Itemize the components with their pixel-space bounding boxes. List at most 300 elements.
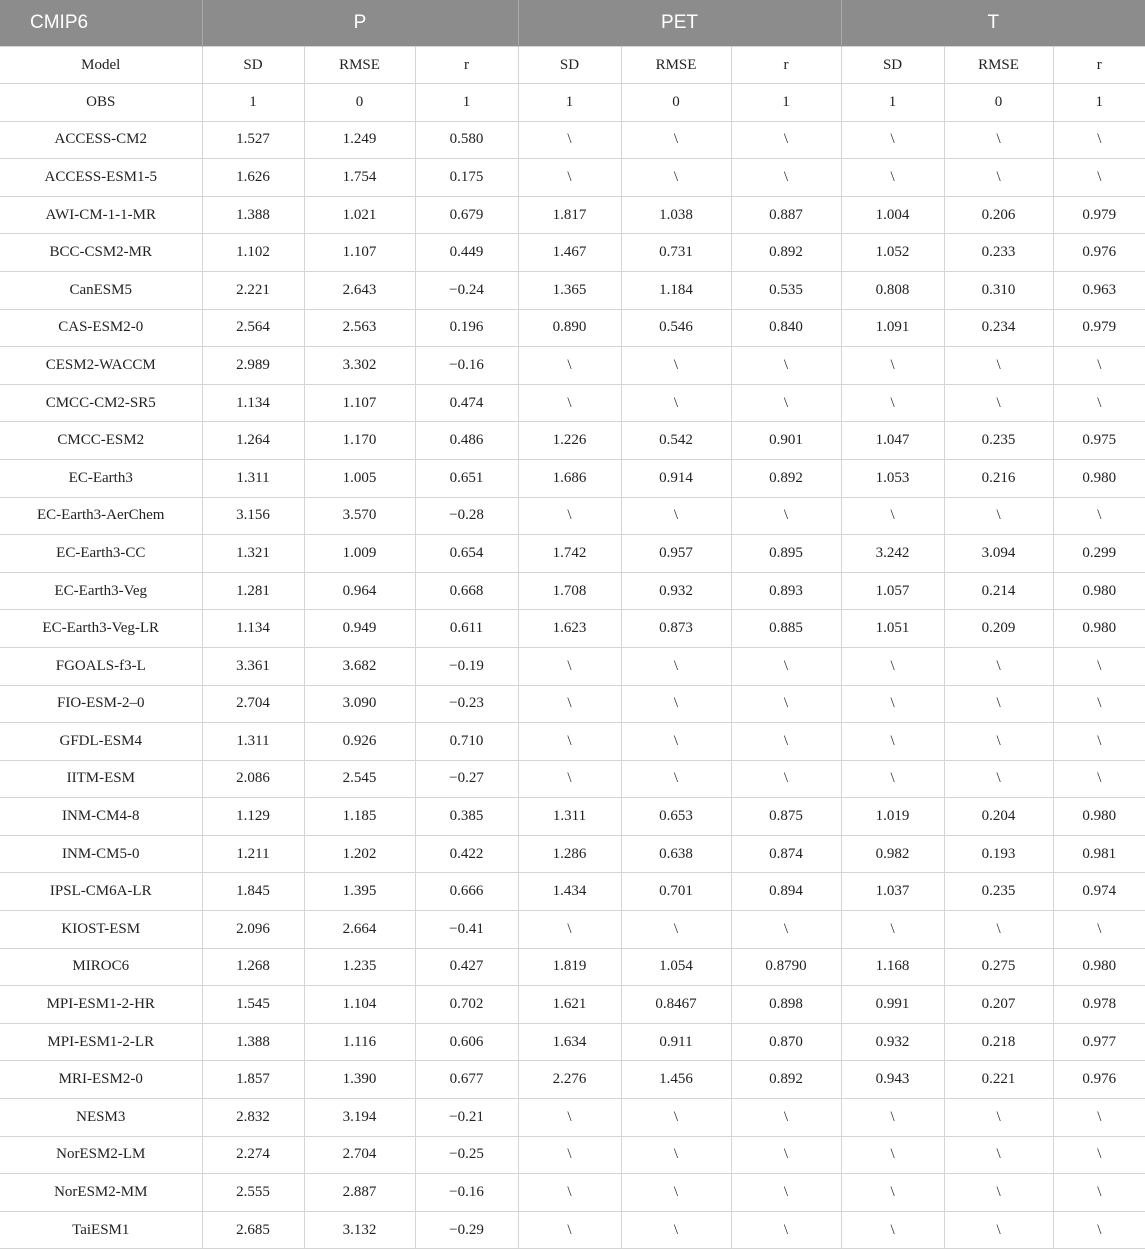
cell-t-sd: \: [841, 1136, 944, 1174]
column-header-t-rmse: RMSE: [944, 47, 1053, 84]
cell-t-r: 0.976: [1053, 234, 1145, 272]
cell-t-r: 0.980: [1053, 948, 1145, 986]
cell-p-r: −0.19: [415, 647, 518, 685]
cell-p-r: 0.666: [415, 873, 518, 911]
cell-pet-r: \: [731, 1099, 841, 1137]
cell-pet-r: 0.8790: [731, 948, 841, 986]
table-row: [0, 459, 1145, 497]
table-row: [0, 986, 1145, 1024]
cell-t-r: \: [1053, 1174, 1145, 1212]
cell-model-name: IITM-ESM: [0, 760, 202, 798]
cell-t-rmse: 0.209: [944, 610, 1053, 648]
table-row: [0, 1023, 1145, 1061]
cell-pet-rmse: \: [621, 347, 731, 385]
cell-t-rmse: \: [944, 1099, 1053, 1137]
cell-t-rmse: \: [944, 911, 1053, 949]
column-header-p-r: r: [415, 47, 518, 84]
cell-pet-rmse: 0.638: [621, 835, 731, 873]
cell-p-r: 0.606: [415, 1023, 518, 1061]
cell-t-rmse: 0.206: [944, 196, 1053, 234]
cell-pet-sd: \: [518, 384, 621, 422]
cell-t-rmse: \: [944, 347, 1053, 385]
cell-pet-r: 0.887: [731, 196, 841, 234]
cell-p-rmse: 3.194: [304, 1099, 415, 1137]
cell-pet-r: 0.535: [731, 271, 841, 309]
cell-t-rmse: 3.094: [944, 535, 1053, 573]
cell-pet-sd: \: [518, 1211, 621, 1249]
cell-p-sd: 3.361: [202, 647, 304, 685]
column-header-t-r: r: [1053, 47, 1145, 84]
cell-t-sd: 1.037: [841, 873, 944, 911]
cell-pet-rmse: \: [621, 1099, 731, 1137]
cell-model-name: AWI-CM-1-1-MR: [0, 196, 202, 234]
cell-pet-rmse: 0.701: [621, 873, 731, 911]
cell-pet-r: \: [731, 1211, 841, 1249]
cell-pet-r: 0.885: [731, 610, 841, 648]
cell-t-sd: 0.982: [841, 835, 944, 873]
cell-t-sd: \: [841, 1099, 944, 1137]
cell-pet-sd: \: [518, 647, 621, 685]
cell-pet-sd: \: [518, 911, 621, 949]
cell-pet-rmse: \: [621, 497, 731, 535]
cell-t-r: 0.981: [1053, 835, 1145, 873]
cell-pet-rmse: 0.932: [621, 572, 731, 610]
cell-p-r: −0.25: [415, 1136, 518, 1174]
cell-t-r: \: [1053, 121, 1145, 159]
cell-p-sd: 2.685: [202, 1211, 304, 1249]
group-header-t: T: [841, 0, 1145, 47]
cell-model-name: TaiESM1: [0, 1211, 202, 1249]
cell-pet-sd: 1.623: [518, 610, 621, 648]
cell-pet-r: 0.875: [731, 798, 841, 836]
cell-t-rmse: 0.204: [944, 798, 1053, 836]
cell-t-r: \: [1053, 347, 1145, 385]
cell-p-rmse: 3.090: [304, 685, 415, 723]
cell-pet-rmse: 1.054: [621, 948, 731, 986]
cell-t-sd: 1.047: [841, 422, 944, 460]
cell-t-r: \: [1053, 384, 1145, 422]
cell-pet-sd: 1.708: [518, 572, 621, 610]
cell-p-r: 0.196: [415, 309, 518, 347]
cell-p-sd: 2.086: [202, 760, 304, 798]
cell-p-sd: 1.129: [202, 798, 304, 836]
cell-pet-r: 0.894: [731, 873, 841, 911]
cell-t-rmse: 0.233: [944, 234, 1053, 272]
table-row: [0, 196, 1145, 234]
cell-pet-sd: 1.434: [518, 873, 621, 911]
cell-t-sd: 1.168: [841, 948, 944, 986]
cell-p-sd: 1.134: [202, 610, 304, 648]
cell-p-sd: 2.274: [202, 1136, 304, 1174]
cell-model-name: KIOST-ESM: [0, 911, 202, 949]
cell-model-name: NESM3: [0, 1099, 202, 1137]
cell-pet-rmse: \: [621, 723, 731, 761]
cell-p-sd: 1.211: [202, 835, 304, 873]
cell-pet-sd: \: [518, 159, 621, 197]
table-row: [0, 798, 1145, 836]
table-row: [0, 497, 1145, 535]
cell-model-name: EC-Earth3: [0, 459, 202, 497]
cell-pet-rmse: \: [621, 1174, 731, 1212]
cell-model-name: INM-CM5-0: [0, 835, 202, 873]
cell-t-rmse: 0.234: [944, 309, 1053, 347]
cell-t-r: \: [1053, 760, 1145, 798]
cell-t-sd: \: [841, 647, 944, 685]
cell-model-name: ACCESS-CM2: [0, 121, 202, 159]
table-row: [0, 1099, 1145, 1137]
cell-t-r: 0.976: [1053, 1061, 1145, 1099]
cell-t-rmse: \: [944, 159, 1053, 197]
table-row: [0, 685, 1145, 723]
cell-t-sd: \: [841, 1174, 944, 1212]
cell-t-rmse: 0.235: [944, 873, 1053, 911]
cell-p-rmse: 2.643: [304, 271, 415, 309]
cell-pet-sd: \: [518, 1099, 621, 1137]
cell-t-sd: 1.004: [841, 196, 944, 234]
cell-t-sd: 1.091: [841, 309, 944, 347]
cell-t-r: 0.975: [1053, 422, 1145, 460]
cell-p-sd: 1.311: [202, 723, 304, 761]
cell-p-rmse: 1.754: [304, 159, 415, 197]
cell-pet-sd: 1.817: [518, 196, 621, 234]
cell-t-r: \: [1053, 1136, 1145, 1174]
cell-model-name: BCC-CSM2-MR: [0, 234, 202, 272]
cell-pet-rmse: 0.546: [621, 309, 731, 347]
cell-t-r: 0.979: [1053, 196, 1145, 234]
cell-pet-r: \: [731, 647, 841, 685]
cell-t-r: 0.978: [1053, 986, 1145, 1024]
cell-pet-sd: 0.890: [518, 309, 621, 347]
cell-model-name: ACCESS-ESM1-5: [0, 159, 202, 197]
cell-t-rmse: 0.310: [944, 271, 1053, 309]
table-row: [0, 422, 1145, 460]
cell-t-sd: 1.053: [841, 459, 944, 497]
table-row: [0, 535, 1145, 573]
cell-p-sd: 1.134: [202, 384, 304, 422]
cell-pet-r: 0.840: [731, 309, 841, 347]
cell-pet-r: 0.870: [731, 1023, 841, 1061]
cell-t-sd: 0.991: [841, 986, 944, 1024]
cell-t-r: 0.963: [1053, 271, 1145, 309]
table-row: [0, 760, 1145, 798]
cell-t-r: 0.299: [1053, 535, 1145, 573]
cell-pet-r: 0.893: [731, 572, 841, 610]
cell-t-sd: \: [841, 347, 944, 385]
cell-t-r: 0.980: [1053, 572, 1145, 610]
cell-pet-r: \: [731, 1136, 841, 1174]
cell-pet-sd: 1.742: [518, 535, 621, 573]
cell-model-name: EC-Earth3-AerChem: [0, 497, 202, 535]
cell-model-name: CMCC-ESM2: [0, 422, 202, 460]
cell-p-r: −0.28: [415, 497, 518, 535]
group-header-p: P: [202, 0, 518, 47]
cell-t-rmse: \: [944, 121, 1053, 159]
table-row: [0, 234, 1145, 272]
cell-p-r: −0.16: [415, 1174, 518, 1212]
cell-pet-rmse: 1.184: [621, 271, 731, 309]
column-header-model: Model: [0, 47, 202, 84]
cell-p-r: 0.679: [415, 196, 518, 234]
cell-p-r: 0.486: [415, 422, 518, 460]
cell-t-rmse: \: [944, 1136, 1053, 1174]
cell-t-sd: 1.051: [841, 610, 944, 648]
cell-p-r: 0.677: [415, 1061, 518, 1099]
cell-t-r: 0.980: [1053, 798, 1145, 836]
cell-p-sd: 1.388: [202, 196, 304, 234]
cell-t-r: \: [1053, 497, 1145, 535]
cell-p-r: 0.385: [415, 798, 518, 836]
cell-t-sd: \: [841, 159, 944, 197]
cell-pet-r: 0.892: [731, 234, 841, 272]
group-header-cmip6: CMIP6: [0, 0, 202, 47]
column-header-pet-sd: SD: [518, 47, 621, 84]
cell-p-sd: 1.527: [202, 121, 304, 159]
cell-pet-r: 0.892: [731, 1061, 841, 1099]
cell-pet-r: \: [731, 723, 841, 761]
cell-p-r: 0.611: [415, 610, 518, 648]
cell-p-r: −0.21: [415, 1099, 518, 1137]
cell-pet-rmse: \: [621, 760, 731, 798]
column-header-p-rmse: RMSE: [304, 47, 415, 84]
table-row: [0, 1061, 1145, 1099]
cell-t-sd: 1.057: [841, 572, 944, 610]
cell-pet-r: \: [731, 1174, 841, 1212]
cell-pet-rmse: 0.542: [621, 422, 731, 460]
column-header-pet-rmse: RMSE: [621, 47, 731, 84]
cell-t-sd: 0.932: [841, 1023, 944, 1061]
cell-pet-sd: \: [518, 497, 621, 535]
cell-p-sd: 1.281: [202, 572, 304, 610]
cell-model-name: MPI-ESM1-2-HR: [0, 986, 202, 1024]
table-row: [0, 723, 1145, 761]
cell-pet-r: \: [731, 497, 841, 535]
cell-model-name: FGOALS-f3-L: [0, 647, 202, 685]
cell-model-name: CanESM5: [0, 271, 202, 309]
cell-p-sd: 1.388: [202, 1023, 304, 1061]
cell-p-rmse: 3.302: [304, 347, 415, 385]
cell-pet-r: \: [731, 384, 841, 422]
cell-p-rmse: 3.682: [304, 647, 415, 685]
cell-pet-r: \: [731, 121, 841, 159]
cell-model-name: IPSL-CM6A-LR: [0, 873, 202, 911]
cell-model-name: MIROC6: [0, 948, 202, 986]
cell-t-sd: \: [841, 911, 944, 949]
cell-t-r: \: [1053, 159, 1145, 197]
cell-t-rmse: 0.218: [944, 1023, 1053, 1061]
table-row: [0, 384, 1145, 422]
cell-p-r: −0.16: [415, 347, 518, 385]
cell-t-r: 0.974: [1053, 873, 1145, 911]
cell-t-sd: 1: [841, 84, 944, 122]
cell-t-rmse: \: [944, 1174, 1053, 1212]
cell-model-name: CAS-ESM2-0: [0, 309, 202, 347]
cell-t-sd: 0.808: [841, 271, 944, 309]
cell-p-rmse: 1.202: [304, 835, 415, 873]
cell-p-sd: 1.321: [202, 535, 304, 573]
cell-t-r: \: [1053, 647, 1145, 685]
cell-p-r: −0.41: [415, 911, 518, 949]
cell-p-rmse: 2.887: [304, 1174, 415, 1212]
column-header-p-sd: SD: [202, 47, 304, 84]
table-row: [0, 121, 1145, 159]
cell-pet-rmse: 0: [621, 84, 731, 122]
cell-t-rmse: \: [944, 723, 1053, 761]
cell-p-sd: 1.626: [202, 159, 304, 197]
cell-pet-sd: 1.226: [518, 422, 621, 460]
cell-model-name: EC-Earth3-CC: [0, 535, 202, 573]
cell-p-sd: 2.989: [202, 347, 304, 385]
cell-model-name: NorESM2-LM: [0, 1136, 202, 1174]
cell-model-name: FIO-ESM-2–0: [0, 685, 202, 723]
cell-pet-rmse: \: [621, 121, 731, 159]
cell-t-r: 0.980: [1053, 610, 1145, 648]
table-row: [0, 873, 1145, 911]
cell-p-r: 1: [415, 84, 518, 122]
cell-p-rmse: 2.563: [304, 309, 415, 347]
cell-pet-r: \: [731, 760, 841, 798]
cell-p-r: −0.29: [415, 1211, 518, 1249]
cell-p-rmse: 1.107: [304, 384, 415, 422]
cell-p-rmse: 2.664: [304, 911, 415, 949]
cell-pet-rmse: 0.914: [621, 459, 731, 497]
cell-p-rmse: 1.021: [304, 196, 415, 234]
cell-t-rmse: \: [944, 647, 1053, 685]
cell-p-sd: 2.564: [202, 309, 304, 347]
cell-t-r: \: [1053, 1211, 1145, 1249]
cell-pet-sd: 1.365: [518, 271, 621, 309]
cell-p-rmse: 1.249: [304, 121, 415, 159]
cell-p-rmse: 2.545: [304, 760, 415, 798]
cell-t-r: 0.979: [1053, 309, 1145, 347]
cell-t-rmse: \: [944, 685, 1053, 723]
cell-t-rmse: 0.193: [944, 835, 1053, 873]
cell-t-r: 0.980: [1053, 459, 1145, 497]
cell-t-rmse: 0.221: [944, 1061, 1053, 1099]
cell-model-name: CESM2-WACCM: [0, 347, 202, 385]
cell-t-rmse: \: [944, 497, 1053, 535]
cell-p-sd: 1.545: [202, 986, 304, 1024]
cell-p-r: 0.474: [415, 384, 518, 422]
table-row: [0, 1211, 1145, 1249]
cell-t-rmse: 0.214: [944, 572, 1053, 610]
cell-p-rmse: 1.395: [304, 873, 415, 911]
cell-pet-r: 0.892: [731, 459, 841, 497]
table-row: [0, 835, 1145, 873]
cell-pet-sd: \: [518, 1174, 621, 1212]
cell-p-rmse: 1.005: [304, 459, 415, 497]
group-header-row: [0, 0, 1145, 47]
cell-p-r: 0.175: [415, 159, 518, 197]
cell-pet-rmse: \: [621, 384, 731, 422]
cell-p-rmse: 3.132: [304, 1211, 415, 1249]
table-row: [0, 1174, 1145, 1212]
cell-p-rmse: 1.116: [304, 1023, 415, 1061]
cell-pet-r: \: [731, 911, 841, 949]
cell-pet-sd: 1.621: [518, 986, 621, 1024]
cell-t-rmse: \: [944, 384, 1053, 422]
cell-pet-r: 0.901: [731, 422, 841, 460]
cell-pet-rmse: \: [621, 1211, 731, 1249]
cell-model-name: GFDL-ESM4: [0, 723, 202, 761]
cell-p-rmse: 1.170: [304, 422, 415, 460]
cell-t-sd: 1.052: [841, 234, 944, 272]
cell-p-sd: 1.311: [202, 459, 304, 497]
cell-p-sd: 1.268: [202, 948, 304, 986]
cell-p-r: 0.654: [415, 535, 518, 573]
cell-t-r: \: [1053, 911, 1145, 949]
cell-p-r: 0.651: [415, 459, 518, 497]
cell-pet-rmse: \: [621, 685, 731, 723]
column-header-t-sd: SD: [841, 47, 944, 84]
cell-p-sd: 1.102: [202, 234, 304, 272]
cell-pet-sd: \: [518, 347, 621, 385]
cell-t-sd: 0.943: [841, 1061, 944, 1099]
cell-p-sd: 1.264: [202, 422, 304, 460]
cell-p-rmse: 1.107: [304, 234, 415, 272]
cell-model-name: EC-Earth3-Veg: [0, 572, 202, 610]
cell-pet-sd: 1.467: [518, 234, 621, 272]
cell-pet-rmse: 0.731: [621, 234, 731, 272]
cell-p-r: 0.427: [415, 948, 518, 986]
table-row: [0, 84, 1145, 122]
cell-p-r: 0.702: [415, 986, 518, 1024]
cell-pet-sd: \: [518, 685, 621, 723]
cell-t-rmse: 0: [944, 84, 1053, 122]
cell-pet-rmse: \: [621, 159, 731, 197]
table-row: [0, 309, 1145, 347]
cell-t-r: \: [1053, 685, 1145, 723]
table-row: [0, 572, 1145, 610]
cell-model-name: EC-Earth3-Veg-LR: [0, 610, 202, 648]
cell-p-rmse: 1.235: [304, 948, 415, 986]
cell-t-sd: \: [841, 760, 944, 798]
cell-model-name: MRI-ESM2-0: [0, 1061, 202, 1099]
cell-model-name: CMCC-CM2-SR5: [0, 384, 202, 422]
table-row: [0, 347, 1145, 385]
table-row: [0, 647, 1145, 685]
table-row: [0, 271, 1145, 309]
cell-p-sd: 2.096: [202, 911, 304, 949]
cell-pet-rmse: \: [621, 1136, 731, 1174]
cell-model-name: MPI-ESM1-2-LR: [0, 1023, 202, 1061]
cell-p-rmse: 1.390: [304, 1061, 415, 1099]
cell-t-sd: \: [841, 723, 944, 761]
table-body: [0, 47, 1145, 1249]
cell-pet-r: \: [731, 159, 841, 197]
cell-p-rmse: 3.570: [304, 497, 415, 535]
cell-pet-rmse: 1.038: [621, 196, 731, 234]
cell-p-sd: 2.704: [202, 685, 304, 723]
cell-p-rmse: 0.926: [304, 723, 415, 761]
cell-t-sd: \: [841, 1211, 944, 1249]
cell-t-sd: \: [841, 384, 944, 422]
cell-pet-r: 0.895: [731, 535, 841, 573]
cell-p-rmse: 0.964: [304, 572, 415, 610]
cell-model-name: NorESM2-MM: [0, 1174, 202, 1212]
cell-t-rmse: 0.235: [944, 422, 1053, 460]
cell-p-sd: 1.857: [202, 1061, 304, 1099]
cell-pet-sd: \: [518, 760, 621, 798]
cell-pet-sd: 1.686: [518, 459, 621, 497]
cell-t-rmse: \: [944, 1211, 1053, 1249]
cell-t-rmse: 0.275: [944, 948, 1053, 986]
cell-pet-rmse: 0.873: [621, 610, 731, 648]
cell-pet-sd: 2.276: [518, 1061, 621, 1099]
cell-p-sd: 1: [202, 84, 304, 122]
column-header-pet-r: r: [731, 47, 841, 84]
cell-pet-sd: \: [518, 121, 621, 159]
cell-p-r: 0.668: [415, 572, 518, 610]
